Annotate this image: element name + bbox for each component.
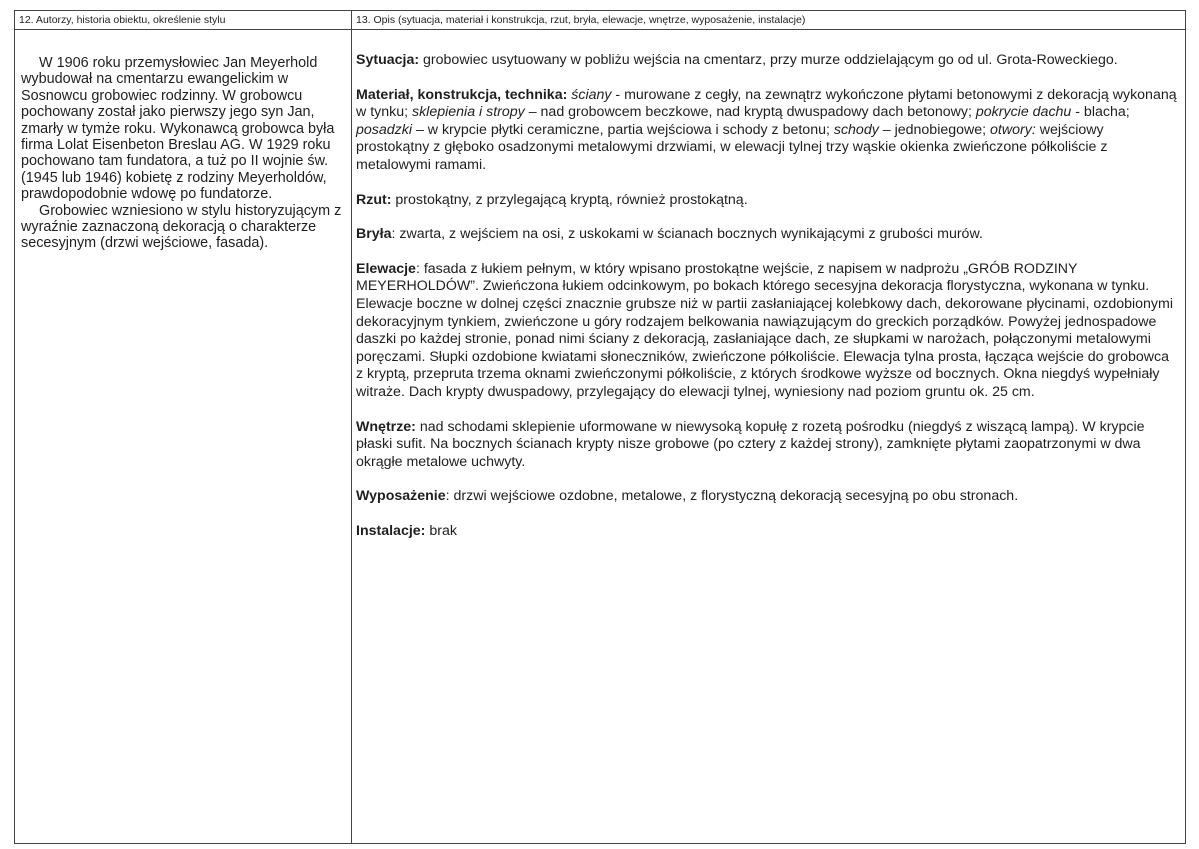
section-wnetrze — [356, 419, 1177, 472]
section-rzut — [356, 192, 1177, 210]
sytuacja-text: grobowiec usytuowany w pobliżu wejścia na cmentarz, przy murze oddzielającym go od ul. Grota-Roweckiego. — [419, 52, 1118, 68]
bryla-label: Bryła — [356, 226, 392, 243]
wyposazenie-label: Wyposażenie — [356, 488, 446, 505]
left-column-header: 12. Autorzy, historia obiektu, określenie stylu — [15, 11, 351, 30]
rzut-label: Rzut: — [356, 191, 392, 208]
wnetrze-text: nad schodami sklepienie uformowane w niewysoką kopułę z rozetą pośrodku (niegdyś z wiszącą lampą). W krypcie płaski sufit. Na bocznych ścianach krypty nisze grobowe (po cztery z każdej strony), zamknięte płytami zaopatrzonymi w dwa okrągłe metalowe uchwyty. — [356, 418, 1145, 470]
section-elewacje — [356, 261, 1177, 402]
material-floor-text: – w krypcie płytki ceramiczne, partia wejściowa i schody z betonu; — [412, 121, 834, 138]
section-bryla — [356, 226, 1177, 244]
description-text — [352, 30, 1185, 540]
material-vaults-text: – nad grobowcem beczkowe, nad kryptą dwuspadowy dach betonowy; — [524, 104, 976, 121]
material-walls-text: - murowane z cegły, na zewnątrz wykończone płytami betonowymi z dekoracją wykonaną w tynku; — [356, 86, 1177, 121]
elewacje-text: : fasada z łukiem pełnym, w który wpisano prostokątne wejście, z napisem w nadprożu „GRÓB RODZINY MEYERHOLDÓW”. Zwieńczona łukiem odcinkowym, po bokach którego secesyjna dekoracja florystyczna, wykonana w tynku. Elewacje boczne w dolnej części znacznie grubsze niż w partii zasłaniającej kolebkowy dach, dekorowane płycinami, ozdobionymi dekoracyjnym tynkiem, zwieńczone u góry rodzajem belkowania nawiązującym do greckich porządków. Powyżej jednospadowe daszki po każdej stronie, ponad nimi ściany z dekoracją, zasłaniające dach, ze słupkami w narożach, połączonymi metalowymi poręczami. Słupki ozdobione kwiatami słoneczników, zwieńczone półkoliście. Elewacja tylna prosta, łącząca wejście do grobowca z kryptą, przepruta trzema oknami zwieńczonymi półkoliście, z których środkowe wyższe od bocznych. Okna niegdyś wypełniały witraże. Dach krypty dwuspadowy, przylegający do elewacji tylnej, wyniesiony nad poziom gruntu ok. 25 cm. — [356, 260, 1173, 400]
history-paragraph-1: W 1906 roku przemysłowiec Jan Meyerhold wybudował na cmentarzu ewangelickim w Sosnowcu grobowiec rodzinny. W grobowcu pochowany został jako pierwszy jego syn Jan, zmarły w tymże roku. Wykonawcą grobowca była firma Lolat Eisenbeton Breslau AG. W 1929 roku pochowano tam fundatora, a tuż po II wojnie św. (1945 lub 1946) kobietę z rodziny Meyerholdów, prawdopodobnie wdowę po fundatorze. — [21, 55, 335, 203]
right-column — [352, 11, 1185, 843]
instalacje-text: brak — [425, 522, 457, 539]
sytuacja-label: Sytuacja: — [356, 52, 420, 68]
right-column-header: 13. Opis (sytuacja, materiał i konstrukcja, rzut, bryła, elewacje, wnętrze, wyposażenie, instalacje) — [352, 11, 1185, 30]
wyposazenie-text: : drzwi wejściowe ozdobne, metalowe, z florystyczną dekoracją secesyjną po obu stronach. — [445, 488, 1019, 505]
bryla-text: : zwarta, z wejściem na osi, z uskokami w ścianach bocznych wynikającymi z grubości murów. — [391, 226, 983, 243]
material-openings-term: otwory: — [990, 121, 1036, 138]
material-stairs-term: schody — [833, 121, 879, 138]
section-sytuacja — [356, 52, 1177, 70]
material-roof-text: - blacha; — [1071, 104, 1130, 121]
rzut-text: prostokątny, z przylegającą kryptą, również prostokątną. — [391, 191, 748, 208]
section-material — [356, 87, 1177, 175]
section-instalacje — [356, 523, 1177, 541]
material-walls-term: ściany — [571, 86, 612, 103]
history-paragraph-2: Grobowiec wzniesiono w stylu historyzującym z wyraźnie zaznaczoną dekoracją o charakterze secesyjnym (drzwi wejściowe, fasada). — [21, 202, 342, 252]
history-text — [15, 30, 351, 252]
left-column — [15, 11, 352, 843]
material-openings-text: wejściowy prostokątny z głęboko osadzonymi metalowymi drzwiami, w elewacji tylnej trzy wąskie okienka zwieńczone półkoliście z metalowymi ramami. — [356, 121, 1108, 173]
wnetrze-label: Wnętrze: — [356, 418, 416, 435]
instalacje-label: Instalacje: — [356, 522, 426, 539]
form-table — [14, 10, 1186, 844]
material-floor-term: posadzki — [356, 121, 412, 138]
material-roof-term: pokrycie dachu — [975, 104, 1072, 121]
section-wyposazenie — [356, 488, 1177, 506]
material-stairs-text: – jednobiegowe; — [878, 121, 991, 138]
material-label: Materiał, konstrukcja, technika: — [356, 86, 568, 103]
material-vaults-term: sklepienia i stropy — [411, 104, 525, 121]
elewacje-label: Elewacje — [356, 260, 416, 277]
